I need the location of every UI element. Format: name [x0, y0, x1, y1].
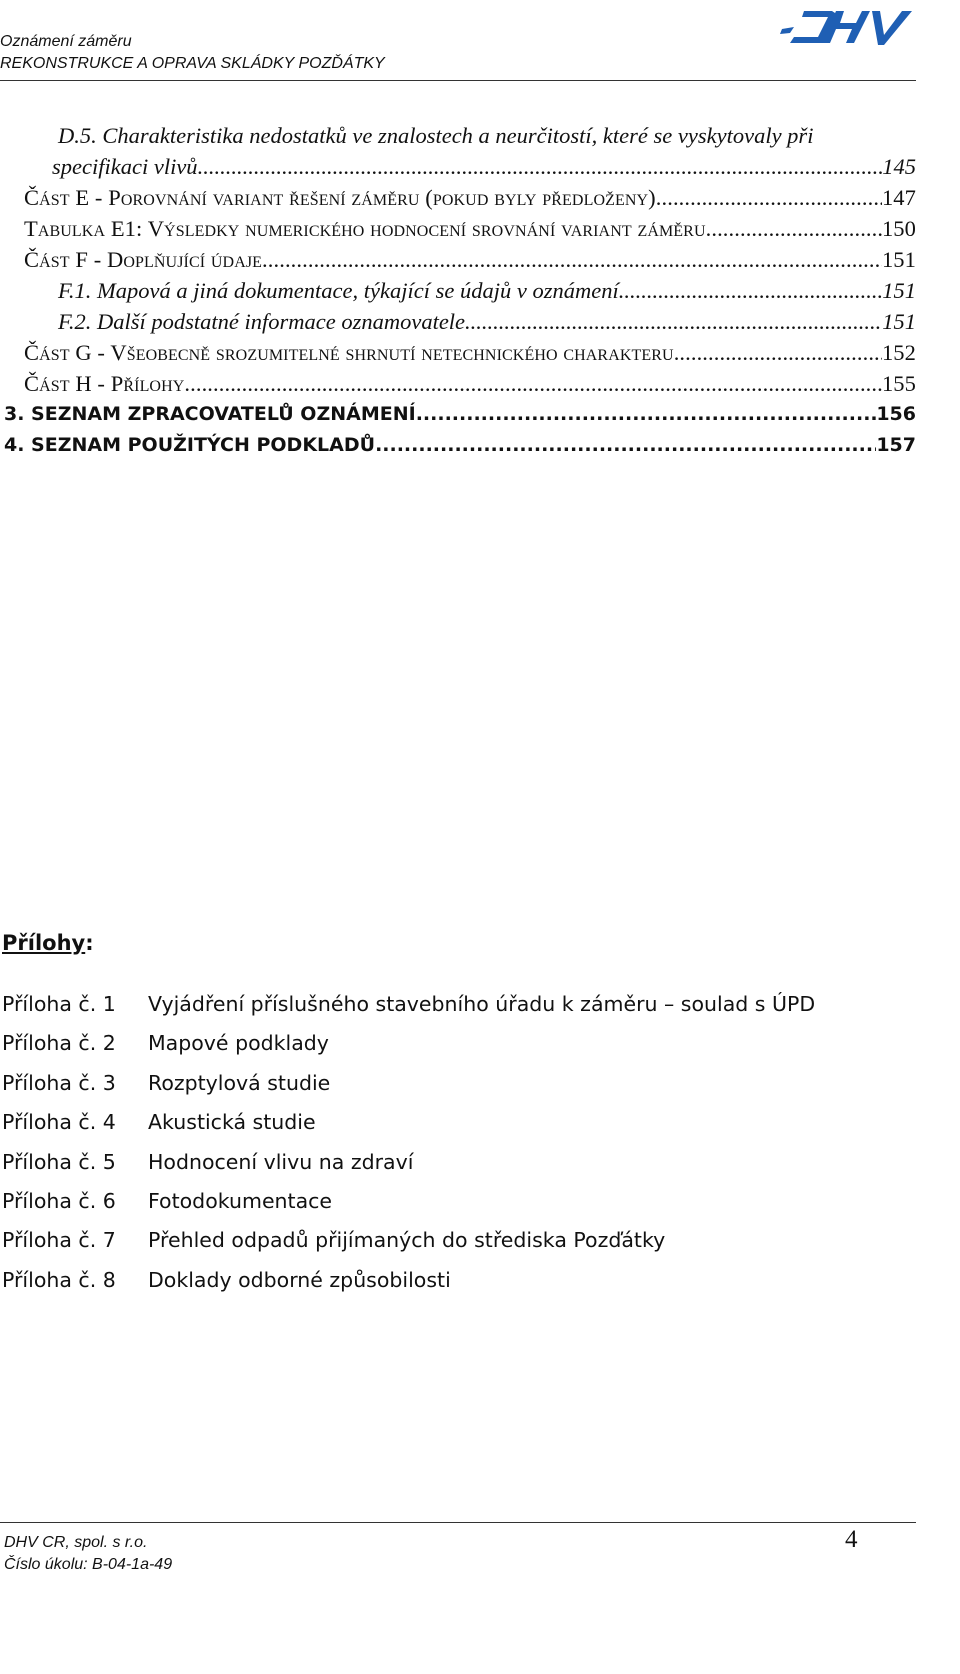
toc-d5-line1: D.5. Charakteristika nedostatků ve znalostech a neurčitostí, které se vyskytovaly při — [58, 123, 814, 148]
toc-leader-dots — [619, 275, 883, 306]
company-name: DHV CR, spol. s r.o. — [4, 1534, 148, 1551]
attachment-number: Příloha č. 1 — [2, 992, 116, 1016]
attachments-heading-colon: : — [85, 931, 94, 955]
attachment-title: Hodnocení vlivu na zdraví — [148, 1149, 414, 1174]
toc-page-number: 157 — [876, 434, 916, 456]
toc-leader-dots — [706, 213, 882, 244]
attachment-number: Příloha č. 3 — [2, 1070, 116, 1095]
toc-page-number: 155 — [881, 371, 916, 396]
attachment-number: Příloha č. 6 — [2, 1189, 116, 1214]
toc-leader-dots — [674, 337, 882, 368]
attachment-row — [2, 1103, 902, 1142]
toc-page-number: 150 — [881, 216, 916, 241]
toc-label: Část H - Přílohy — [24, 371, 185, 396]
toc-entry-f1[interactable] — [0, 275, 916, 306]
toc-label: Část F - Doplňující údaje — [24, 247, 263, 272]
toc-leader-dots — [416, 399, 877, 430]
attachment-title: Akustická studie — [148, 1110, 316, 1135]
attachments-list — [2, 985, 902, 1300]
page-footer — [0, 1522, 916, 1573]
toc-label: F.1. Mapová a jiná dokumentace, týkající se údajů v oznámení — [58, 278, 619, 303]
attachment-title: Mapové podklady — [148, 1031, 329, 1056]
table-of-contents — [0, 120, 916, 461]
toc-entry-cast-e[interactable] — [0, 182, 916, 213]
toc-label: 4. SEZNAM POUŽITÝCH PODKLADŮ — [4, 434, 376, 456]
toc-label: Tabulka E1: Výsledky numerického hodnocení srovnání variant záměru — [24, 216, 706, 241]
toc-page-number: 151 — [881, 247, 916, 272]
attachment-title: Doklady odborné způsobilosti — [148, 1267, 451, 1292]
toc-page-number: 151 — [882, 309, 916, 334]
toc-label: Část G - Všeobecně srozumitelné shrnutí netechnického charakteru — [24, 340, 674, 365]
toc-d5-line2: specifikaci vlivů — [52, 154, 198, 179]
attachment-title: Fotodokumentace — [148, 1189, 333, 1214]
toc-leader-dots — [465, 306, 882, 337]
attachment-row — [2, 985, 902, 1024]
toc-label: Část E - Porovnání variant řešení záměru (pokud byly předloženy) — [24, 185, 656, 210]
page-header — [0, 30, 916, 81]
attachment-number: Příloha č. 4 — [2, 1110, 116, 1135]
toc-leader-dots — [262, 244, 882, 275]
dhv-logo — [780, 3, 916, 49]
toc-entry-d5[interactable] — [0, 120, 916, 182]
toc-entry-table-e1[interactable] — [0, 213, 916, 244]
attachments-heading — [2, 928, 902, 958]
toc-entry-section-4[interactable] — [0, 430, 916, 461]
toc-label: 3. SEZNAM ZPRACOVATELŮ OZNÁMENÍ — [4, 403, 416, 425]
attachment-title: Přehled odpadů přijímaných do střediska Pozďátky — [148, 1228, 666, 1253]
attachment-row — [2, 1143, 902, 1182]
attachment-title: Rozptylová studie — [148, 1070, 331, 1095]
project-title: REKONSTRUKCE A OPRAVA SKLÁDKY POZĎÁTKY — [0, 55, 385, 72]
toc-entry-f2[interactable] — [0, 306, 916, 337]
toc-leader-dots — [375, 430, 876, 461]
toc-entry-cast-h[interactable] — [0, 368, 916, 399]
toc-entry-section-3[interactable] — [0, 399, 916, 430]
attachments-heading-text: Přílohy — [2, 931, 86, 955]
toc-page-number: 147 — [881, 185, 916, 210]
attachments-section — [2, 928, 902, 1300]
task-number: Číslo úkolu: B-04-1a-49 — [4, 1556, 173, 1573]
attachment-row — [2, 1024, 902, 1063]
toc-page-number: 152 — [881, 340, 916, 365]
attachment-row — [2, 1064, 902, 1103]
toc-entry-cast-g[interactable] — [0, 337, 916, 368]
toc-entry-cast-f[interactable] — [0, 244, 916, 275]
attachment-title: Vyjádření příslušného stavebního úřadu k záměru – soulad s ÚPD — [148, 992, 816, 1016]
toc-leader-dots — [656, 182, 882, 213]
toc-leader-dots — [184, 368, 882, 399]
page-number: 4 — [845, 1526, 858, 1553]
logo-mark — [780, 11, 912, 45]
document-type: Oznámení záměru — [0, 33, 132, 50]
attachment-row — [2, 1221, 902, 1260]
attachment-number: Příloha č. 7 — [2, 1228, 116, 1253]
toc-page-number: 145 — [882, 154, 916, 179]
toc-leader-dots — [198, 151, 883, 182]
toc-page-number: 156 — [876, 403, 916, 425]
attachment-number: Příloha č. 5 — [2, 1149, 116, 1174]
attachment-row — [2, 1261, 902, 1300]
toc-label: F.2. Další podstatné informace oznamovatele — [58, 309, 466, 334]
toc-page-number: 151 — [882, 278, 916, 303]
attachment-row — [2, 1182, 902, 1221]
attachment-number: Příloha č. 8 — [2, 1267, 116, 1292]
attachment-number: Příloha č. 2 — [2, 1031, 116, 1056]
